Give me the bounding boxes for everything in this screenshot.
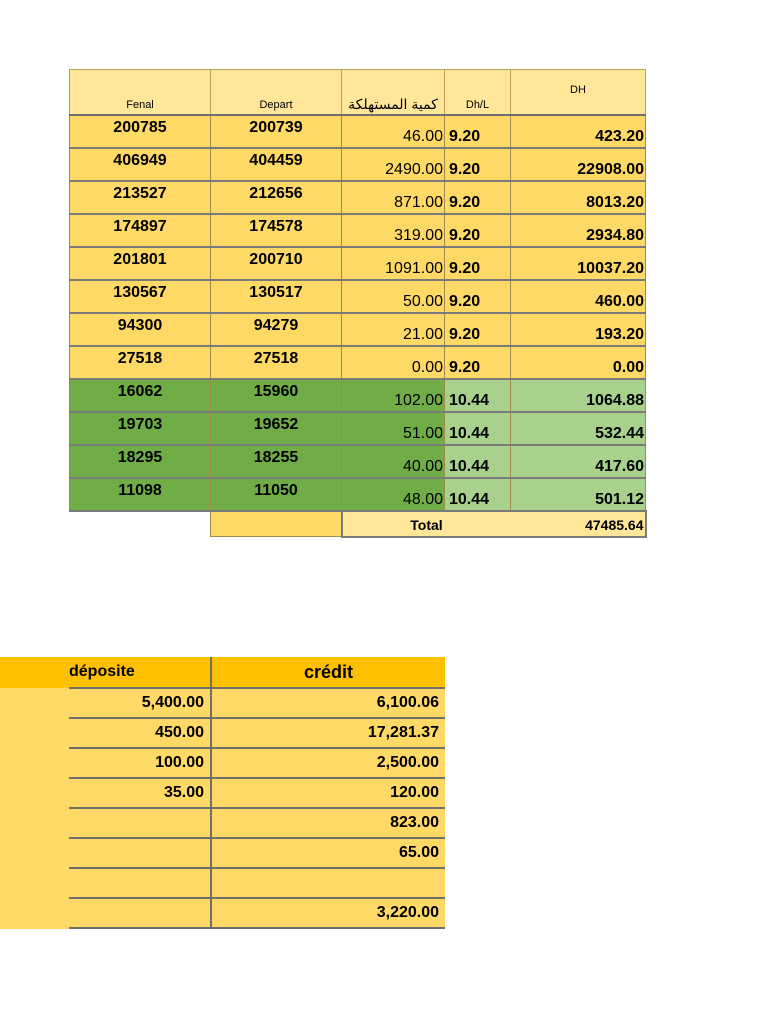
fenal-cell[interactable]: 16062 — [70, 379, 211, 412]
deposite-cell[interactable] — [69, 838, 211, 868]
dh-cell[interactable]: 1064.88 — [511, 379, 646, 412]
dh-cell[interactable]: 417.60 — [511, 445, 646, 478]
rate-cell[interactable]: 9.20 — [445, 313, 511, 346]
quantity-cell[interactable]: 40.00 — [342, 445, 445, 478]
meter-row — [70, 247, 646, 280]
header-rate[interactable]: Dh/L — [445, 70, 511, 115]
fenal-cell[interactable]: 130567 — [70, 280, 211, 313]
rate-cell[interactable]: 10.44 — [445, 445, 511, 478]
deposite-cell[interactable]: 450.00 — [69, 718, 211, 748]
meter-consumption-table — [69, 69, 647, 538]
header-fenal[interactable]: Fenal — [70, 70, 211, 115]
finance-row — [69, 778, 445, 808]
credit-cell[interactable]: 6,100.06 — [211, 688, 445, 718]
rate-cell[interactable]: 10.44 — [445, 412, 511, 445]
total-row — [70, 511, 646, 537]
meter-row — [70, 478, 646, 511]
fenal-cell[interactable]: 201801 — [70, 247, 211, 280]
dh-cell[interactable]: 460.00 — [511, 280, 646, 313]
deposite-cell[interactable] — [69, 898, 211, 928]
dh-cell[interactable]: 8013.20 — [511, 181, 646, 214]
header-consumed-quantity[interactable]: كمية المستهلكة — [342, 70, 445, 115]
rate-cell[interactable]: 9.20 — [445, 346, 511, 379]
deposite-cell[interactable]: 5,400.00 — [69, 688, 211, 718]
quantity-cell[interactable]: 51.00 — [342, 412, 445, 445]
credit-cell[interactable] — [211, 868, 445, 898]
meter-row — [70, 313, 646, 346]
finance-row — [69, 748, 445, 778]
meter-row — [70, 412, 646, 445]
depart-cell[interactable]: 174578 — [211, 214, 342, 247]
deposite-cell[interactable]: 100.00 — [69, 748, 211, 778]
credit-cell[interactable]: 2,500.00 — [211, 748, 445, 778]
header-dh[interactable]: DH — [511, 70, 646, 115]
quantity-cell[interactable]: 1091.00 — [342, 247, 445, 280]
rate-cell[interactable]: 9.20 — [445, 115, 511, 148]
quantity-cell[interactable]: 871.00 — [342, 181, 445, 214]
deposite-cell[interactable] — [69, 868, 211, 898]
total-label[interactable]: Total — [342, 511, 511, 537]
depart-cell[interactable]: 212656 — [211, 181, 342, 214]
fenal-cell[interactable]: 11098 — [70, 478, 211, 511]
deposite-cell[interactable] — [69, 808, 211, 838]
depart-cell[interactable]: 130517 — [211, 280, 342, 313]
quantity-cell[interactable]: 21.00 — [342, 313, 445, 346]
quantity-cell[interactable]: 48.00 — [342, 478, 445, 511]
depart-cell[interactable]: 19652 — [211, 412, 342, 445]
depart-cell[interactable]: 200710 — [211, 247, 342, 280]
empty-yellow-cell[interactable] — [211, 511, 342, 537]
meter-row — [70, 346, 646, 379]
depart-cell[interactable]: 11050 — [211, 478, 342, 511]
fenal-cell[interactable]: 200785 — [70, 115, 211, 148]
quantity-cell[interactable]: 50.00 — [342, 280, 445, 313]
fenal-cell[interactable]: 27518 — [70, 346, 211, 379]
fenal-cell[interactable]: 213527 — [70, 181, 211, 214]
credit-cell[interactable]: 65.00 — [211, 838, 445, 868]
meter-row — [70, 181, 646, 214]
header-deposite[interactable]: déposite — [69, 657, 211, 688]
deposite-cell[interactable]: 35.00 — [69, 778, 211, 808]
rate-cell[interactable]: 9.20 — [445, 280, 511, 313]
rate-cell[interactable]: 10.44 — [445, 379, 511, 412]
quantity-cell[interactable]: 0.00 — [342, 346, 445, 379]
credit-cell[interactable]: 823.00 — [211, 808, 445, 838]
fenal-cell[interactable]: 406949 — [70, 148, 211, 181]
fenal-cell[interactable]: 94300 — [70, 313, 211, 346]
dh-cell[interactable]: 2934.80 — [511, 214, 646, 247]
meter-header-row — [70, 70, 646, 115]
empty-cell — [70, 511, 211, 537]
credit-cell[interactable]: 3,220.00 — [211, 898, 445, 928]
credit-cell[interactable]: 17,281.37 — [211, 718, 445, 748]
finance-row — [69, 898, 445, 928]
dh-cell[interactable]: 22908.00 — [511, 148, 646, 181]
finance-row — [69, 718, 445, 748]
finance-table — [69, 657, 445, 929]
header-depart[interactable]: Depart — [211, 70, 342, 115]
left-strip-header — [0, 657, 69, 688]
meter-row — [70, 148, 646, 181]
meter-row — [70, 115, 646, 148]
depart-cell[interactable]: 18255 — [211, 445, 342, 478]
fenal-cell[interactable]: 18295 — [70, 445, 211, 478]
finance-row — [69, 688, 445, 718]
finance-row — [69, 868, 445, 898]
finance-row — [69, 808, 445, 838]
left-strip — [0, 657, 69, 929]
meter-row — [70, 445, 646, 478]
dh-cell[interactable]: 501.12 — [511, 478, 646, 511]
meter-row — [70, 379, 646, 412]
quantity-cell[interactable]: 319.00 — [342, 214, 445, 247]
dh-cell[interactable]: 532.44 — [511, 412, 646, 445]
dh-cell[interactable]: 10037.20 — [511, 247, 646, 280]
rate-cell[interactable]: 9.20 — [445, 247, 511, 280]
depart-cell[interactable]: 404459 — [211, 148, 342, 181]
finance-row — [69, 838, 445, 868]
rate-cell[interactable]: 9.20 — [445, 181, 511, 214]
finance-header-row — [69, 657, 445, 688]
quantity-cell[interactable]: 2490.00 — [342, 148, 445, 181]
dh-cell[interactable]: 423.20 — [511, 115, 646, 148]
rate-cell[interactable]: 9.20 — [445, 148, 511, 181]
depart-cell[interactable]: 27518 — [211, 346, 342, 379]
rate-cell[interactable]: 10.44 — [445, 478, 511, 511]
depart-cell[interactable]: 15960 — [211, 379, 342, 412]
meter-row — [70, 280, 646, 313]
fenal-cell[interactable]: 174897 — [70, 214, 211, 247]
meter-row — [70, 214, 646, 247]
quantity-cell[interactable]: 102.00 — [342, 379, 445, 412]
dh-cell[interactable]: 0.00 — [511, 346, 646, 379]
rate-cell[interactable]: 9.20 — [445, 214, 511, 247]
depart-cell[interactable]: 200739 — [211, 115, 342, 148]
dh-cell[interactable]: 193.20 — [511, 313, 646, 346]
fenal-cell[interactable]: 19703 — [70, 412, 211, 445]
header-credit[interactable]: crédit — [211, 657, 445, 688]
total-value[interactable]: 47485.64 — [511, 511, 646, 537]
quantity-cell[interactable]: 46.00 — [342, 115, 445, 148]
depart-cell[interactable]: 94279 — [211, 313, 342, 346]
credit-cell[interactable]: 120.00 — [211, 778, 445, 808]
